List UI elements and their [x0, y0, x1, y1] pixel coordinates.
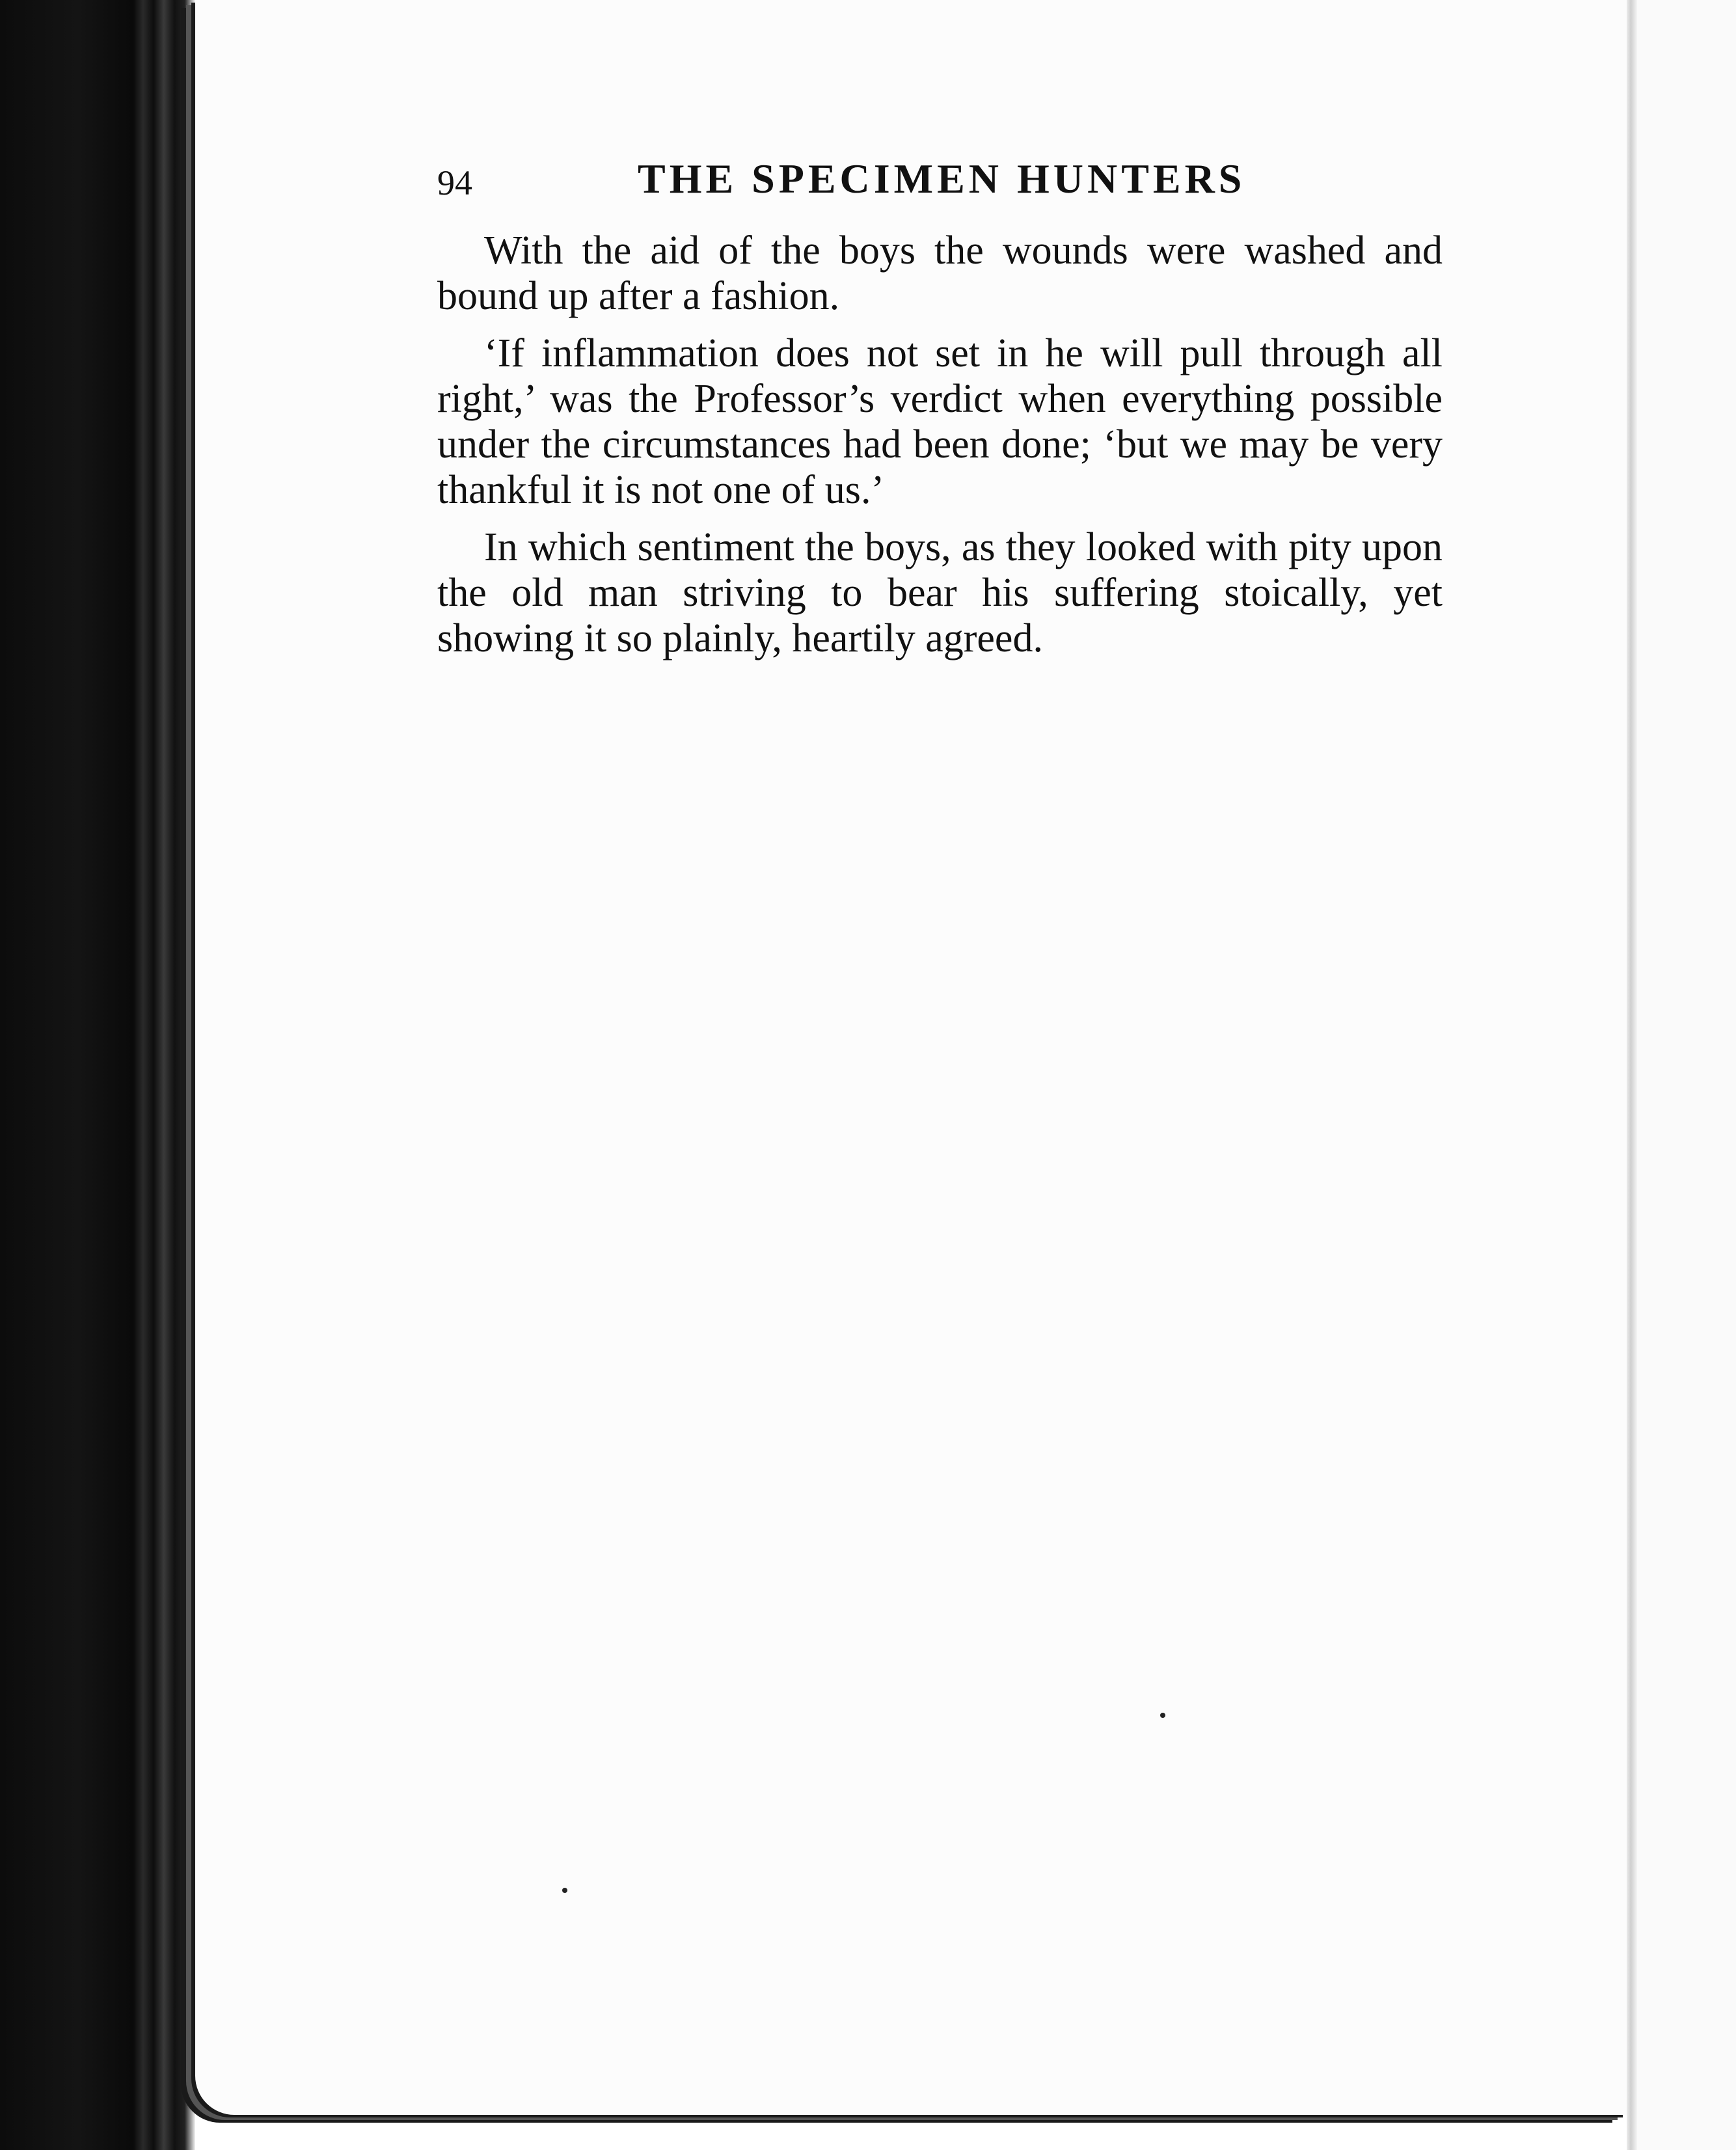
book-title: THE SPECIMEN HUNTERS: [638, 156, 1246, 202]
body-text: [437, 228, 1443, 673]
paragraph: ‘If inflammation does not set in he will pull through all right,’ was the Professor’s verdict when everything possible under the circumstances had been done; ‘but we may be very thankful it is not one of us.’: [437, 331, 1443, 512]
paragraph: With the aid of the boys the wounds were washed and bound up after a fashion.: [437, 228, 1443, 318]
paper-speck: [1160, 1713, 1165, 1718]
paper-speck: [562, 1888, 567, 1893]
page-number: 94: [437, 163, 472, 202]
running-head: [437, 155, 1264, 213]
book-spine-shadow: [0, 0, 195, 2150]
page-gutter-edge: [1627, 0, 1637, 2150]
facing-page: [1637, 0, 1736, 2150]
paragraph: In which sentiment the boys, as they looked with pity upon the old man striving to bear his suffering stoically, yet showing it so plainly, heartily agreed.: [437, 525, 1443, 660]
